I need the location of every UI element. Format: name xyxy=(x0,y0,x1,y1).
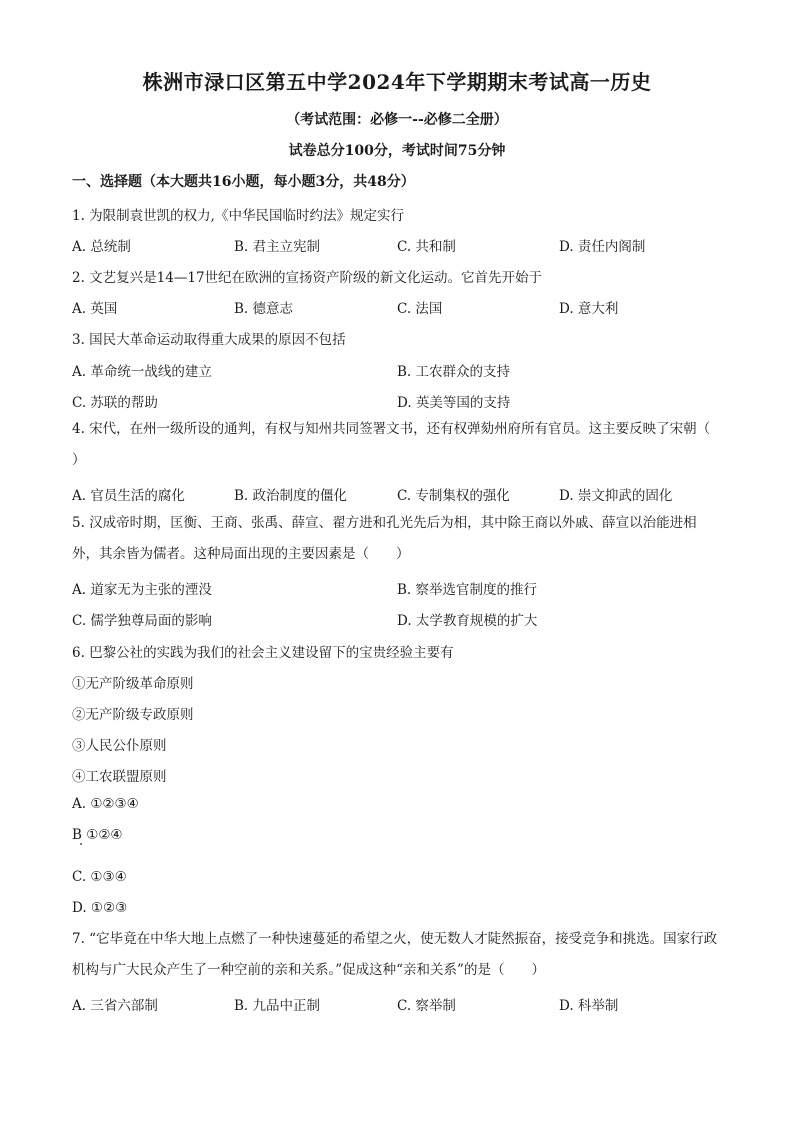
stray-dot xyxy=(80,843,82,845)
question-6-option-a[interactable]: A. ①②③④ xyxy=(72,796,139,812)
question-6-item: ④工农联盟原则 xyxy=(72,769,167,785)
question-7-option-c[interactable]: C. 察举制 xyxy=(397,998,456,1014)
question-2-stem: 2. 文艺复兴是14—17世纪在欧洲的宣扬资产阶级的新文化运动。它首先开始于 xyxy=(72,270,543,286)
question-1-option-c[interactable]: C. 共和制 xyxy=(397,239,456,255)
question-2-option-b[interactable]: B. 德意志 xyxy=(234,301,294,317)
exam-info: 试卷总分100分，考试时间75分钟 xyxy=(288,143,506,159)
question-6-stem: 6. 巴黎公社的实践为我们的社会主义建设留下的宝贵经验主要有 xyxy=(72,645,454,661)
question-2-option-c[interactable]: C. 法国 xyxy=(397,301,443,317)
exam-scope: （考试范围：必修一--必修二全册） xyxy=(286,112,508,128)
question-1-stem: 1. 为限制袁世凯的权力,《中华民国临时约法》规定实行 xyxy=(72,208,404,224)
exam-title: 株洲市渌口区第五中学2024年下学期期末考试高一历史 xyxy=(142,70,652,94)
question-6-item: ②无产阶级专政原则 xyxy=(72,707,194,723)
question-4-option-b[interactable]: B. 政治制度的僵化 xyxy=(234,488,348,504)
question-5-option-d[interactable]: D. 太学教育规模的扩大 xyxy=(397,613,538,629)
question-2-option-a[interactable]: A. 英国 xyxy=(72,301,118,317)
question-4-option-a[interactable]: A. 官员生活的腐化 xyxy=(72,488,185,504)
question-6-option-d[interactable]: D. ①②③ xyxy=(72,900,128,916)
question-5-stem: 5. 汉成帝时期，匡衡、王商、张禹、薛宣、翟方进和孔光先后为相，其中除王商以外戚、薛宣以治能进相外，其余皆为儒者。这种局面出现的主要因素是（ ） xyxy=(72,515,697,562)
question-5-option-b[interactable]: B. 察举选官制度的推行 xyxy=(397,582,538,598)
question-7-stem: 7. “它毕竟在中华大地上点燃了一种快速蔓延的希望之火，使无数人才陡然振奋，接受竞争和挑选。国家行政机构与广大民众产生了一种空前的亲和关系。”促成这种“亲和关系”的是（ ） xyxy=(72,931,718,978)
section-heading-choice: 一、选择题（本大题共16小题，每小题3分，共48分） xyxy=(72,174,415,190)
question-3-option-a[interactable]: A. 革命统一战线的建立 xyxy=(72,364,212,380)
question-6-item: ③人民公仆原则 xyxy=(72,738,167,754)
question-7-option-b[interactable]: B. 九品中正制 xyxy=(234,998,321,1014)
question-4-option-d[interactable]: D. 崇文抑武的固化 xyxy=(559,488,673,504)
question-1-option-d[interactable]: D. 责任内阁制 xyxy=(559,239,646,255)
question-1-option-b[interactable]: B. 君主立宪制 xyxy=(234,239,321,255)
question-3-option-b[interactable]: B. 工农群众的支持 xyxy=(397,364,511,380)
question-7-option-d[interactable]: D. 科举制 xyxy=(559,998,619,1014)
question-3-stem: 3. 国民大革命运动取得重大成果的原因不包括 xyxy=(72,332,346,348)
question-4-option-c[interactable]: C. 专制集权的强化 xyxy=(397,488,510,504)
question-2-option-d[interactable]: D. 意大利 xyxy=(559,301,619,317)
question-7-option-a[interactable]: A. 三省六部制 xyxy=(72,998,158,1014)
question-6-option-c[interactable]: C. ①③④ xyxy=(72,869,127,885)
question-5-option-a[interactable]: A. 道家无为主张的湮没 xyxy=(72,582,212,598)
question-6-option-b[interactable]: B ①②④ xyxy=(72,827,123,843)
question-3-option-c[interactable]: C. 苏联的帮助 xyxy=(72,395,158,411)
question-3-option-d[interactable]: D. 英美等国的支持 xyxy=(397,395,511,411)
question-5-option-c[interactable]: C. 儒学独尊局面的影响 xyxy=(72,613,212,629)
question-1-option-a[interactable]: A. 总统制 xyxy=(72,239,131,255)
question-4-stem: 4. 宋代，在州一级所设的通判，有权与知州共同签署文书，还有权弹劾州府所有官员。这主要反映了宋朝（ ） xyxy=(72,421,728,468)
question-6-item: ①无产阶级革命原则 xyxy=(72,676,194,692)
